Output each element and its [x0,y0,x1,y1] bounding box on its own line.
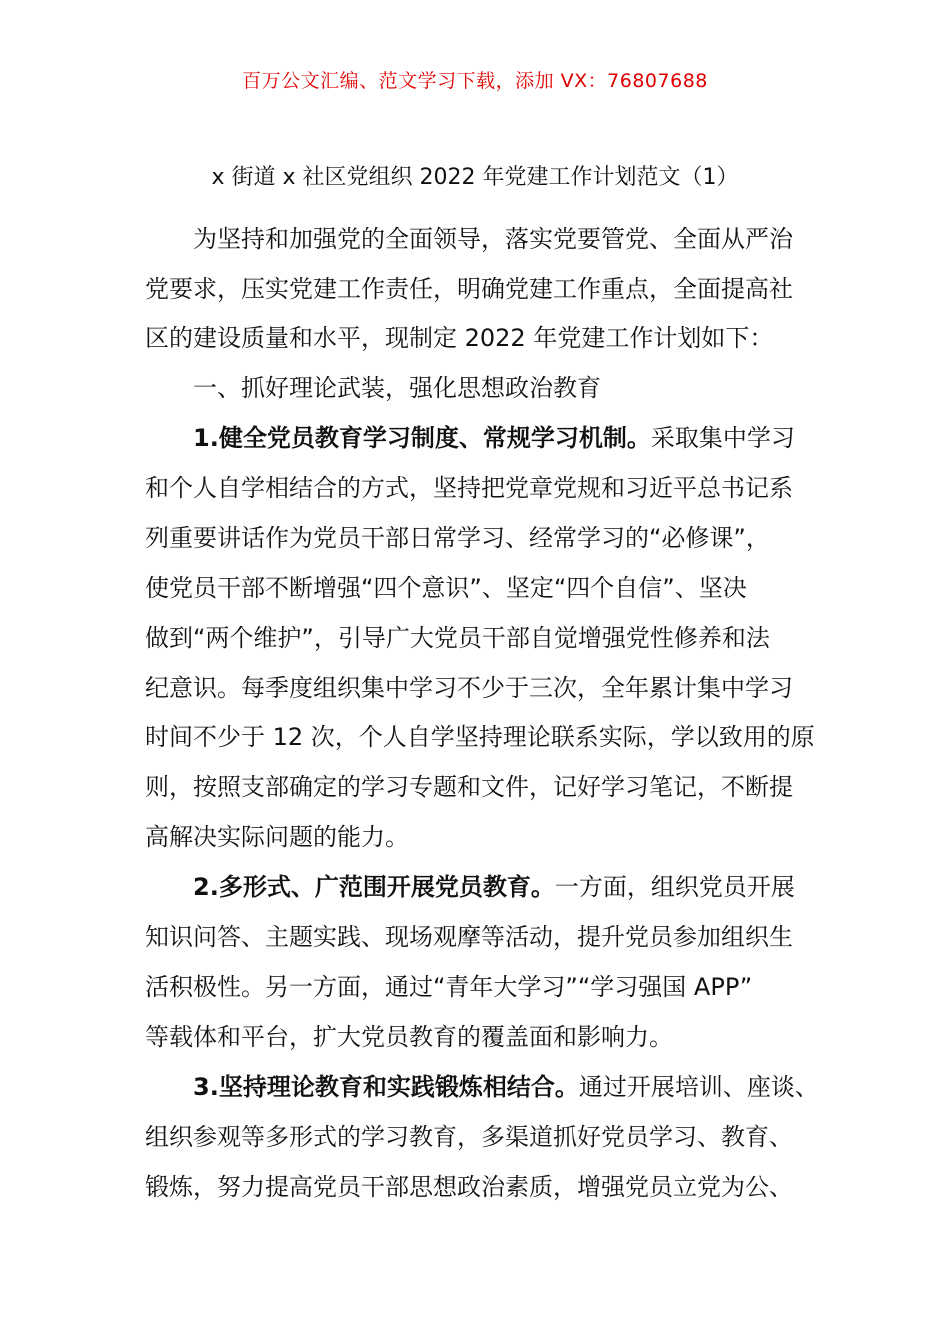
intro-line-3: 区的建设质量和水平，现制定 2022 年党建工作计划如下： [145,324,774,352]
item1-first-line [193,423,795,453]
item3-bold-title: 3.坚持理论教育和实践锻炼相结合。 [193,1073,579,1101]
section-heading-1: 一、抓好理论武装，强化思想政治教育 [193,374,601,402]
item1-bold-title: 1.健全党员教育学习制度、常规学习机制。 [193,424,651,452]
item1-first-rest: 采取集中学习 [650,424,795,452]
item2-line: 知识问答、主题实践、现场观摩等活动，提升党员参加组织生 [145,923,793,951]
item3-line: 锻炼，努力提高党员干部思想政治素质，增强党员立党为公、 [145,1173,793,1201]
item1-line: 列重要讲话作为党员干部日常学习、经常学习的“必修课”， [145,524,770,552]
item3-first-rest: 通过开展培训、座谈、 [578,1073,819,1101]
document-title: x 街道 x 社区党组织 2022 年党建工作计划范文（1） [211,165,739,190]
item1-line: 做到“两个维护”，引导广大党员干部自觉增强党性修养和法 [145,624,770,652]
item2-bold-title: 2.多形式、广范围开展党员教育。 [193,873,555,901]
item2-first-rest: 一方面，组织党员开展 [554,873,795,901]
item3-first-line [193,1072,819,1102]
item3-line: 组织参观等多形式的学习教育，多渠道抓好党员学习、教育、 [145,1123,793,1151]
item1-line: 时间不少于 12 次，个人自学坚持理论联系实际，学以致用的原 [145,723,815,751]
intro-line-1: 为坚持和加强党的全面领导，落实党要管党、全面从严治 [193,225,793,253]
item1-line: 则，按照支部确定的学习专题和文件，记好学习笔记，不断提 [145,773,793,801]
item1-line: 和个人自学相结合的方式，坚持把党章党规和习近平总书记系 [145,474,793,502]
item1-line: 使党员干部不断增强“四个意识”、坚定“四个自信”、坚决 [145,574,747,602]
intro-line-2: 党要求，压实党建工作责任，明确党建工作重点，全面提高社 [145,275,793,303]
watermark-header: 百万公文汇编、范文学习下载，添加 VX：76807688 [242,70,708,92]
item2-first-line [193,872,795,902]
item1-line: 高解决实际问题的能力。 [145,823,409,851]
item2-line: 等载体和平台，扩大党员教育的覆盖面和影响力。 [145,1023,673,1051]
item2-line: 活积极性。另一方面，通过“青年大学习”“学习强国 APP” [145,973,753,1001]
item1-line: 纪意识。每季度组织集中学习不少于三次，全年累计集中学习 [145,674,793,702]
